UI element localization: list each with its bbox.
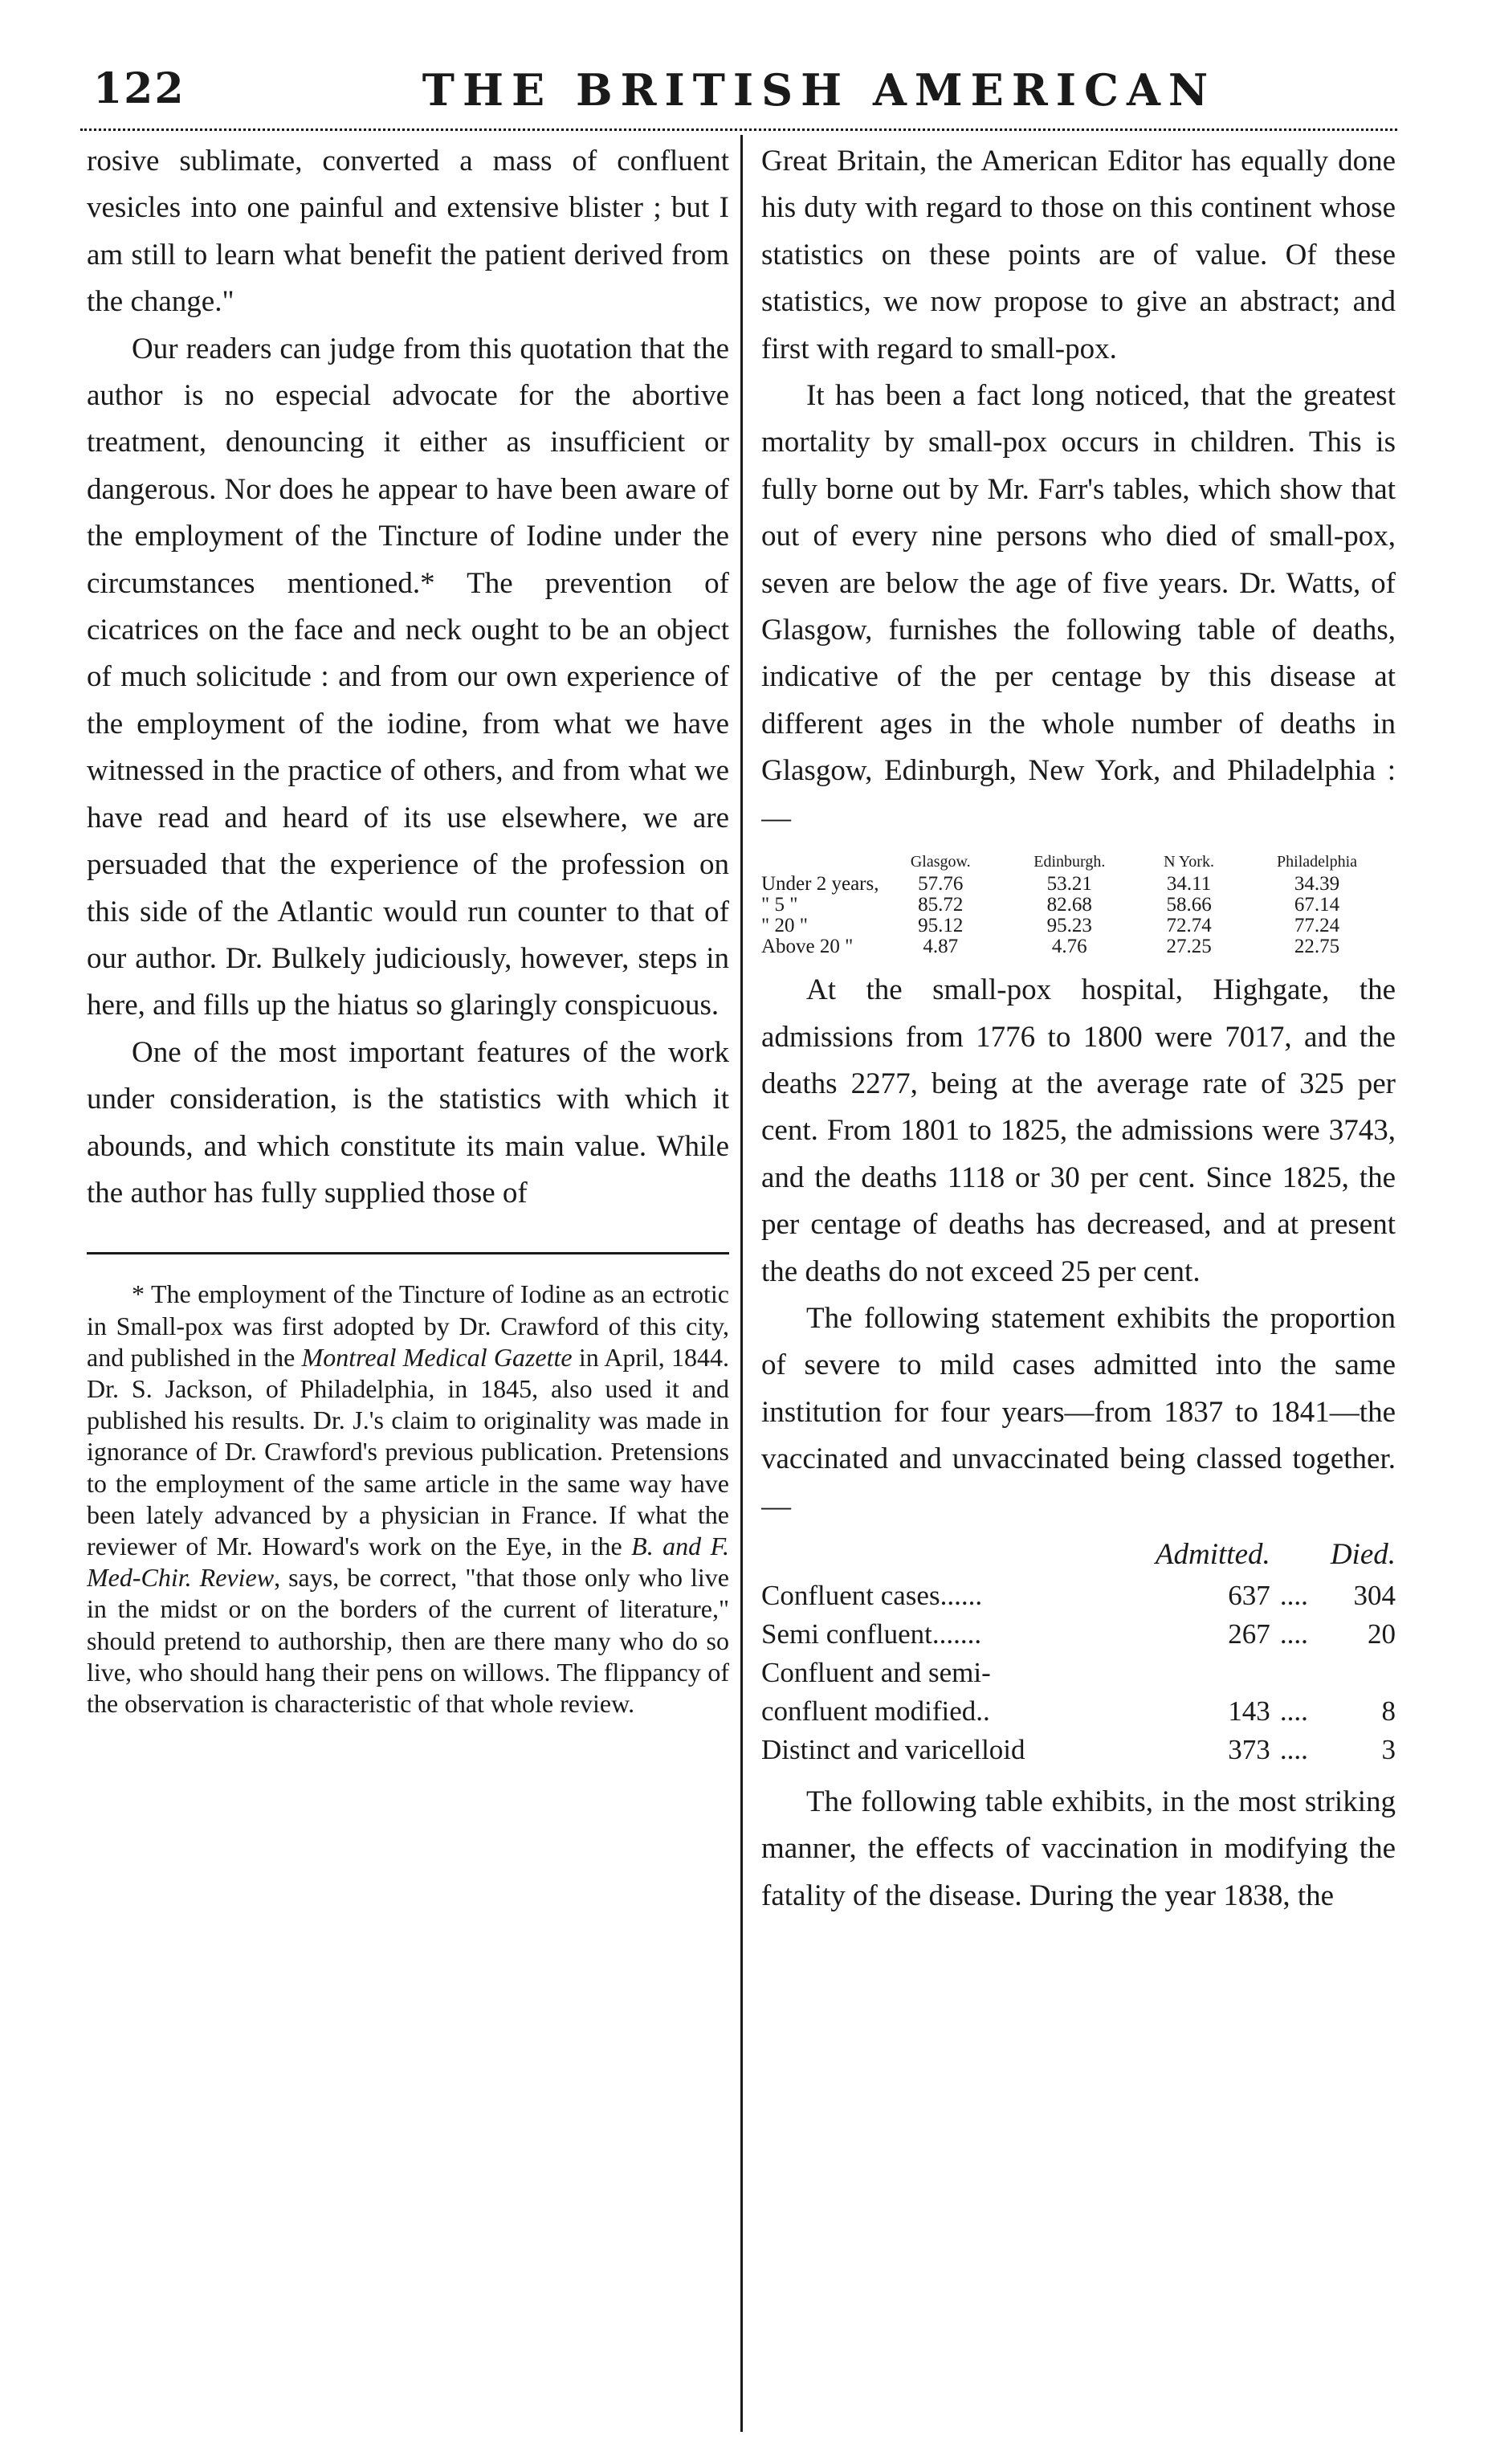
footnote-rule [87,1252,729,1254]
right-paragraph-1: Great Britain, the American Editor has equally done his duty with regard to those on this continent whose statistics on these points are of value. Of these statistics, we now propose to give an abstract; and first with regard to small-pox. [761,145,1396,365]
cases-table [761,1533,1396,1769]
row-label: " 5 " [761,894,798,916]
died-cell: 3 [1381,1733,1396,1765]
leader-dots: .... [1279,1618,1308,1650]
deaths-col-philadelphia: Philadelphia [1277,853,1358,871]
footnote [87,1279,729,1719]
table-row [761,1654,1396,1692]
table-row [761,1577,1396,1615]
cases-table-header [761,1533,1396,1577]
deaths-percentage-table [761,850,1396,957]
left-paragraph-1: rosive sublimate, converted a mass of confluent vesicles into one painful and extensive blister ; but I am still to learn what benefit the patient derived from the change." [87,145,729,319]
deaths-col-new-york: N York. [1164,853,1214,871]
admitted-cell: 267 [1228,1618,1270,1650]
footnote-text-1: * The employment of the Tincture of Iodine as an ectrotic in Small-pox was first adopted by Dr. Crawford of this city, and published in the [87,1279,729,1372]
table-cell: 67.14 [1294,894,1340,916]
footnote-text-3: , says, be correct, "that those only who live in the midst or on the borders of the current of literature," should pretend to authorship, then are there many who do so live, who should hang their pens on willows. The flippancy of the observation is characteristic of that whole review. [87,1563,729,1718]
table-row [761,895,1396,916]
leader-dots: .... [1279,1695,1308,1727]
column-divider [740,135,743,2432]
table-row [761,916,1396,936]
row-label: Under 2 years, [761,873,879,895]
right-paragraph-4: The following statement exhibits the proportion of severe to mild cases admitted into the same institution for four years—from 1837 to 1841—the vaccinated and unvaccinated being classed together.— [761,1301,1396,1523]
table-row [761,1615,1396,1654]
admitted-cell [1116,1654,1270,1692]
table-cell: 85.72 [918,894,964,916]
page-number: 122 [93,64,185,113]
leader-dots: .... [1279,1733,1308,1765]
table-cell: 34.39 [1294,873,1340,895]
right-column [761,138,1396,2435]
table-row [761,1731,1396,1769]
table-cell: 22.75 [1294,936,1340,958]
table-row [761,874,1396,895]
row-label: Confluent and semi- [761,1656,991,1688]
table-cell: 77.24 [1294,915,1340,937]
died-cell: 8 [1381,1695,1396,1727]
row-label: Semi confluent....... [761,1618,982,1650]
table-cell: 53.21 [1046,873,1092,895]
died-cell: 20 [1368,1618,1396,1650]
deaths-table-corner [761,850,882,874]
row-label: confluent modified.. [761,1695,990,1727]
table-row [761,936,1396,957]
deaths-table-header [761,850,1396,874]
table-cell: 4.76 [1051,936,1087,958]
right-paragraph-2: It has been a fact long noticed, that the greatest mortality by small-pox occurs in children. This is fully borne out by Mr. Farr's tables, which show that out of every nine persons who died of small-pox, seven are below the age of five years. Dr. Watts, of Glasgow, furnishes the following table of deaths, indicative of the per centage by this disease at different ages in the whole number of deaths in Glasgow, Edinburgh, New York, and Philadelphia :— [761,379,1396,834]
deaths-col-glasgow: Glasgow. [910,853,971,871]
table-cell: 34.11 [1166,873,1212,895]
admitted-cell: 143 [1228,1695,1270,1727]
row-label: Distinct and varicelloid [761,1733,1025,1765]
page-header [80,32,1397,129]
cases-col-admitted: Admitted. [1155,1537,1270,1571]
table-row [761,1692,1396,1731]
leader-dots: .... [1279,1579,1308,1611]
cases-col-died: Died. [1330,1537,1396,1571]
table-cell: 58.66 [1166,894,1212,916]
table-cell: 4.87 [923,936,959,958]
right-paragraph-3: At the small-pox hospital, Highgate, the admissions from 1776 to 1800 were 7017, and the deaths 2277, being at the average rate of 325 per cent. From 1801 to 1825, the admissions were 3743, and the deaths 1118 or 30 per cent. Since 1825, the per centage of deaths has decreased, and at present the deaths do not exceed 25 per cent. [761,973,1396,1288]
left-column [87,138,729,2435]
died-cell [1308,1654,1396,1692]
table-cell: 27.25 [1166,936,1212,958]
table-cell: 57.76 [918,873,964,895]
table-cell: 95.12 [918,915,964,937]
left-paragraph-2: Our readers can judge from this quotation that the author is no especial advocate for the abortive treatment, denouncing it either as insufficient or dangerous. Nor does he appear to have been aware of the employment of the Tincture of Iodine under the circumstances mentioned.* The prevention of cicatrices on the face and neck ought to be an object of much solicitude : and from our own experience of the employment of the iodine, from what we have witnessed in the practice of others, and from what we have read and heard of its use elsewhere, we are persuaded that the experience of the profession on this side of the Atlantic would run counter to that of our author. Dr. Bulkely judiciously, however, steps in here, and fills up the hiatus so glaringly conspicuous. [87,332,729,1022]
running-title: THE BRITISH AMERICAN [422,64,1217,116]
died-cell: 304 [1353,1579,1396,1611]
leader-dots [1270,1654,1308,1692]
footnote-text-2: in April, 1844. Dr. S. Jackson, of Philadelphia, in 1845, also used it and published his results. Dr. J.'s claim to originality was made in ignorance of Dr. Crawford's previous publication. Pretensions to the employment of the same article in the same way have been lately advanced by a physician in France. If what the reviewer of Mr. Howard's work on the Eye, in the [87,1342,729,1560]
row-label: " 20 " [761,915,808,937]
table-cell: 72.74 [1166,915,1212,937]
admitted-cell: 373 [1228,1733,1270,1765]
footnote-journal-1: Montreal Medical Gazette [301,1342,573,1372]
admitted-cell: 637 [1228,1579,1270,1611]
table-cell: 82.68 [1046,894,1092,916]
row-label: Confluent cases...... [761,1579,983,1611]
table-cell: 95.23 [1046,915,1092,937]
cases-table-corner [761,1533,1116,1577]
row-label: Above 20 " [761,936,854,958]
header-rule [80,129,1397,131]
cases-col-spacer [1270,1533,1308,1577]
deaths-col-edinburgh: Edinburgh. [1033,853,1106,871]
right-paragraph-5: The following table exhibits, in the most striking manner, the effects of vaccination in modifying the fatality of the disease. During the year 1838, the [761,1785,1396,1912]
left-paragraph-3: One of the most important features of the work under consideration, is the statistics with which it abounds, and which constitute its main value. While the author has fully supplied those of [87,1035,729,1210]
footnote-journal-2: B. and F. Med-Chir. Review [87,1531,729,1593]
